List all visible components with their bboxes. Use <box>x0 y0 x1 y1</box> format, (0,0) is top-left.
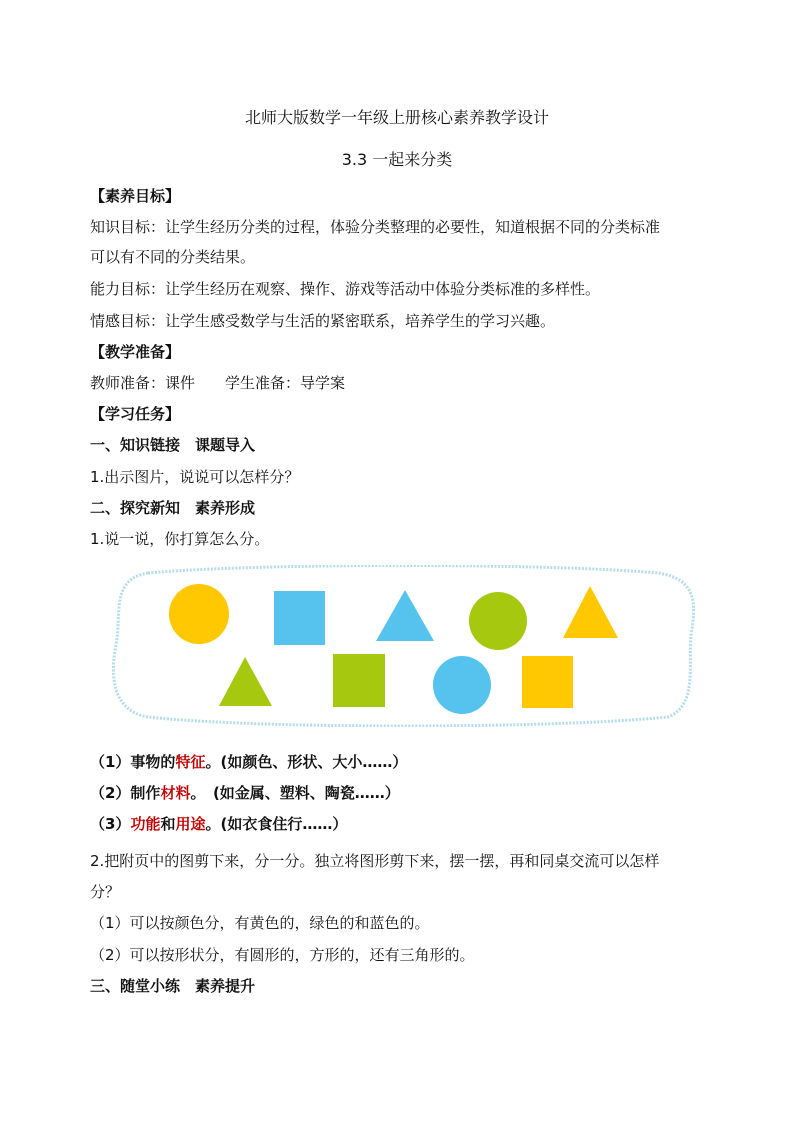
criterion-2-suffix: 。 (如金属、塑料、陶瓷……） <box>190 784 400 802</box>
criterion-1 <box>90 752 407 772</box>
lesson-title: 3.3 一起来分类 <box>341 150 453 169</box>
ability-goal: 能力目标：让学生经历在观察、操作、游戏等活动中体验分类标准的多样性。 <box>90 280 601 298</box>
yellow-triangle-shape <box>563 586 618 638</box>
knowledge-goal-line-1: 知识目标：让学生经历分类的过程，体验分类整理的必要性，知道根据不同的分类标准 <box>90 218 661 236</box>
prep-text: 教师准备：课件 学生准备：导学案 <box>90 374 346 392</box>
green-square-shape <box>333 654 385 707</box>
answer-by-shape: （2）可以按形状分，有圆形的，方形的，还有三角形的。 <box>90 946 475 964</box>
activity-item-2-line-1: 2.把附页中的图剪下来，分一分。独立将图形剪下来，摆一摆，再和同桌交流可以怎样 <box>90 852 660 870</box>
emotion-goal: 情感目标：让学生感受数学与生活的紧密联系，培养学生的学习兴趣。 <box>90 312 556 330</box>
section-2-heading: 二、探究新知 素养形成 <box>90 499 256 517</box>
answer-by-color: （1）可以按颜色分，有黄色的，绿色的和蓝色的。 <box>90 914 430 932</box>
criterion-1-keyword: 特征 <box>175 753 206 771</box>
criterion-2 <box>90 783 400 803</box>
criterion-2-keyword: 材料 <box>160 784 191 802</box>
yellow-circle-shape <box>169 584 229 644</box>
section-3-heading: 三、随堂小练 素养提升 <box>90 977 256 995</box>
tasks-heading: 【学习任务】 <box>90 405 181 423</box>
criterion-2-prefix: （2）制作 <box>90 784 161 802</box>
criterion-3-keyword-2: 用途 <box>175 815 206 833</box>
section-1-item-1: 1.出示图片，说说可以怎样分？ <box>90 468 300 486</box>
criterion-3-prefix: （3） <box>90 815 131 833</box>
green-triangle-shape <box>219 657 272 706</box>
section-1-heading: 一、知识链接 课题导入 <box>90 436 256 454</box>
activity-item-2-line-2: 分？ <box>90 883 121 901</box>
criterion-3 <box>90 814 347 834</box>
criterion-3-middle: 和 <box>160 815 176 833</box>
criterion-3-keyword-1: 功能 <box>130 815 161 833</box>
blue-circle-shape <box>433 656 491 714</box>
shapes-figure <box>108 565 698 727</box>
blue-triangle-shape <box>376 590 434 641</box>
criterion-1-prefix: （1）事物的 <box>90 753 176 771</box>
knowledge-goal-line-2: 可以有不同的分类结果。 <box>90 248 256 266</box>
goals-heading: 【素养目标】 <box>90 187 181 205</box>
prep-heading: 【教学准备】 <box>90 343 181 361</box>
green-circle-shape <box>469 592 527 650</box>
blue-square-shape <box>274 591 325 645</box>
criterion-1-suffix: 。(如颜色、形状、大小……） <box>205 753 408 771</box>
section-2-item-1: 1.说一说，你打算怎么分。 <box>90 530 270 548</box>
document-title: 北师大版数学一年级上册核心素养教学设计 <box>244 108 549 127</box>
criterion-3-suffix: 。(如衣食住行……） <box>205 815 348 833</box>
yellow-square-shape <box>522 656 573 708</box>
